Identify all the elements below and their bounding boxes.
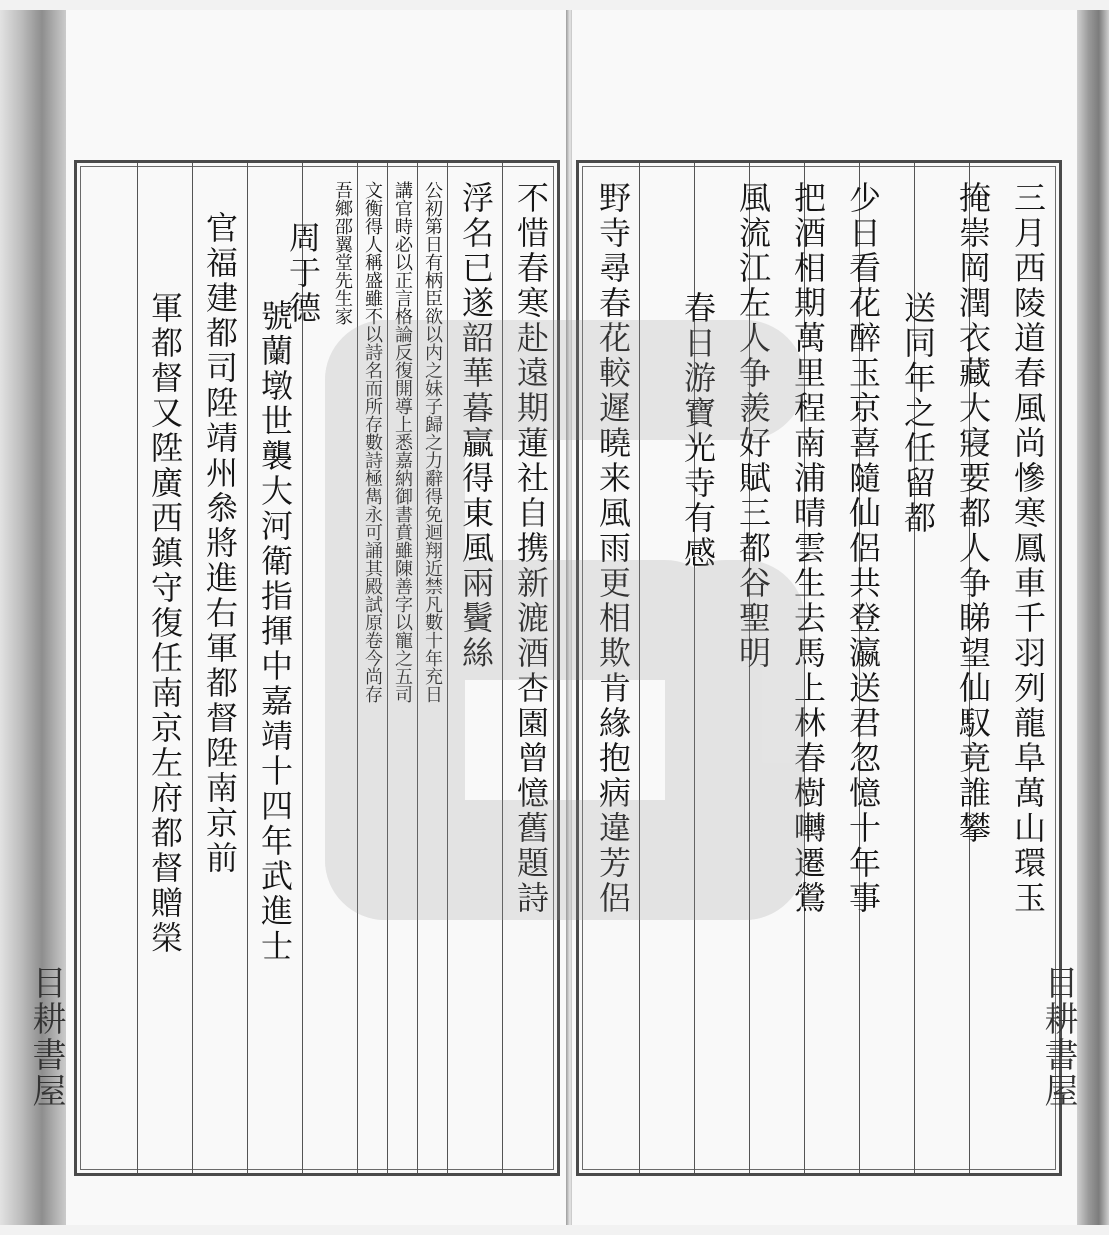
biography-title: 周于德 <box>284 221 322 326</box>
text-column: 號蘭墩世襲大河衛指揮中嘉靖十四年武進士 <box>256 299 294 964</box>
text-column: 掩崇岡潤衣藏大寢要都人争睇望仙馭竟誰攀 <box>954 181 992 846</box>
text-column: 不惜春寒赴遠期蓮社自携新漉酒杏園曾憶舊題詩 <box>512 181 550 916</box>
annotation-column: 吾鄉邵翼堂先生家 <box>332 181 353 325</box>
column-divider <box>447 163 448 1173</box>
column-divider <box>247 163 248 1173</box>
text-column: 把酒相期萬里程南浦晴雲生去馬上林春樹囀遷鶯 <box>789 181 827 916</box>
annotation-column: 公初第日有柄臣欲以内之妹子歸之力辭得免迴翔近禁凡數十年充日 <box>422 181 443 703</box>
text-column: 野寺尋春花較遲曉来風雨更相欺肯緣抱病違芳侶 <box>594 181 632 916</box>
left-page <box>26 10 568 1225</box>
column-divider <box>137 163 138 1173</box>
text-column: 少日看花醉玉京喜隨仙侶共登瀛送君忽憶十年事 <box>844 181 882 916</box>
poem-title: 送同年之任留都 <box>899 291 937 536</box>
text-column: 三月西陵道春風尚慘寒鳳車千羽列龍阜萬山環玉 <box>1009 181 1047 916</box>
text-column: 軍都督又陞廣西鎮守復任南京左府都督贈榮 <box>146 291 184 956</box>
right-page <box>572 10 1077 1225</box>
margin-label-left: 目耕書屋 <box>26 965 66 1109</box>
right-page-frame <box>576 160 1062 1176</box>
column-divider <box>502 163 503 1173</box>
annotation-column: 文衡得人稱盛雖不以詩名而所存數詩極雋永可誦其殿試原卷今尚存 <box>362 181 383 703</box>
poem-title: 春日游寶光寺有感 <box>679 291 717 571</box>
margin-label-right: 目耕書屋 <box>1038 965 1078 1109</box>
column-divider <box>639 163 640 1173</box>
text-column: 官福建都司陞靖州叅將進右軍都督陞南京前 <box>201 211 239 876</box>
annotation-column: 講官時必以正言格論反復開導上悉嘉納御書賁雖陳善字以寵之五司 <box>392 181 413 703</box>
left-page-frame <box>74 160 560 1176</box>
column-divider <box>192 163 193 1173</box>
text-column: 浮名已遂韶華暮贏得東風兩鬢絲 <box>457 181 495 671</box>
text-column: 風流江左人争羨好賦三都谷聖明 <box>734 181 772 671</box>
